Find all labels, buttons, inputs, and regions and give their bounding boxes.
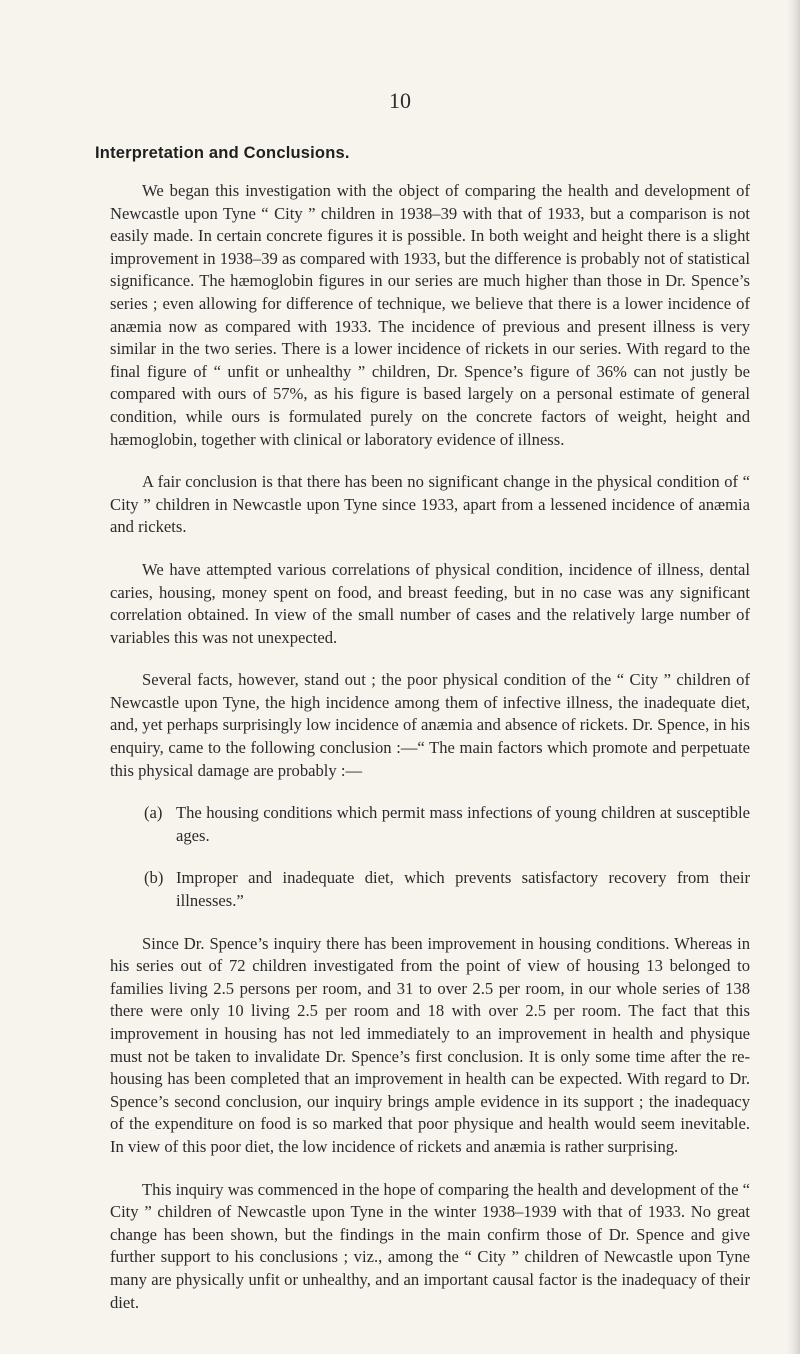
list-item-a-label: (a) bbox=[144, 803, 163, 823]
body-text bbox=[110, 180, 750, 1334]
paragraph-fair-conclusion: A fair conclusion is that there has been no significant change in the physical condition of “ City ” children in Newcastle upon Tyne since 1933, apart from a lessened incidence of anæmia and rickets. bbox=[110, 472, 750, 537]
paragraph-correlations: We have attempted various correlations of physical condition, incidence of illness, dental caries, housing, money spent on food, and breast feeding, but in no case was any significant correlation obtained. In view of the small number of cases and the relatively large number of variables this was not unexpected. bbox=[110, 559, 750, 647]
paragraph-several-facts: Several facts, however, stand out ; the poor physical condition of the “ City ” children of Newcastle upon Tyne, the high incidence among them of infective illness, the inadequate diet, and, yet perhaps surprisingly low incidence of anæmia and absence of rickets. Dr. Spence, in his enquiry, came to the following conclusion :—“ The main factors which promote and perpetuate this physical damage are probably :— bbox=[110, 670, 750, 780]
paragraph-final: This inquiry was commenced in the hope of comparing the health and development of the “ City ” children of Newcastle upon Tyne in the winter 1938–1939 with that of 1933. No great change has been shown, but the findings in the main confirm those of Dr. Spence and give further support to his conclusions ; viz., among the “ City ” children of Newcastle upon Tyne many are physically unfit or unhealthy, and an important causal factor is the inadequacy of their diet. bbox=[110, 1179, 750, 1312]
list-item-a bbox=[144, 802, 750, 847]
list-item-b-text: Improper and inadequate diet, which prevents satisfactory recovery from their illnesses.” bbox=[176, 868, 750, 911]
section-heading: Interpretation and Conclusions. bbox=[95, 144, 350, 162]
list-item-b-label: (b) bbox=[144, 868, 164, 888]
paragraph-housing: Since Dr. Spence’s inquiry there has been improvement in housing conditions. Whereas in his series out of 72 children investigated from the point of view of housing 13 belonged to families living 2.5 persons per room, and 31 to over 2.5 per room, in our whole series of 138 there were only 10 living 2.5 per room and 18 with over 2.5 per room. The fact that this improvement in housing has not led immediately to an improvement in health and physique must not be taken to invalidate Dr. Spence’s first conclusion. It is only some time after the re-housing has been completed that an improvement in health can be expected. With regard to Dr. Spence’s second conclusion, our inquiry brings ample evidence in its support ; the inadequacy of the expenditure on food is so marked that poor physique and health would seem inevitable. In view of this poor diet, the low incidence of rickets and anæmia is rather surprising. bbox=[110, 933, 750, 1156]
list-item-a-text: The housing conditions which permit mass infections of young children at susceptible ages. bbox=[176, 803, 750, 845]
page-number: 10 bbox=[389, 88, 411, 113]
list-item-b bbox=[144, 867, 750, 912]
paragraph-comparison: We began this investigation with the object of comparing the health and development of Newcastle upon Tyne “ City ” children in 1938–39 with that of 1933, but a comparison is not easily made. In certain concrete figures it is possible. In both weight and height there is a slight improvement in 1938–39 as compared with 1933, but the difference is probably not of statistical significance. The hæmoglobin figures in our series are much higher than those in Dr. Spence’s series ; even allowing for difference of technique, we believe that there is a lower incidence of anæmia now as compared with 1933. The incidence of previous and present illness is very similar in the two series. There is a lower incidence of rickets in our series. With regard to the final figure of “ unfit or unhealthy ” children, Dr. Spence’s figure of 36% can not justly be compared with ours of 57%, as his figure is based largely on a personal estimate of general condition, while ours is formulated purely on the concrete factors of weight, height and hæmoglobin, together with clinical or laboratory evidence of illness. bbox=[110, 181, 750, 449]
page-edge-shadow bbox=[786, 0, 800, 1354]
